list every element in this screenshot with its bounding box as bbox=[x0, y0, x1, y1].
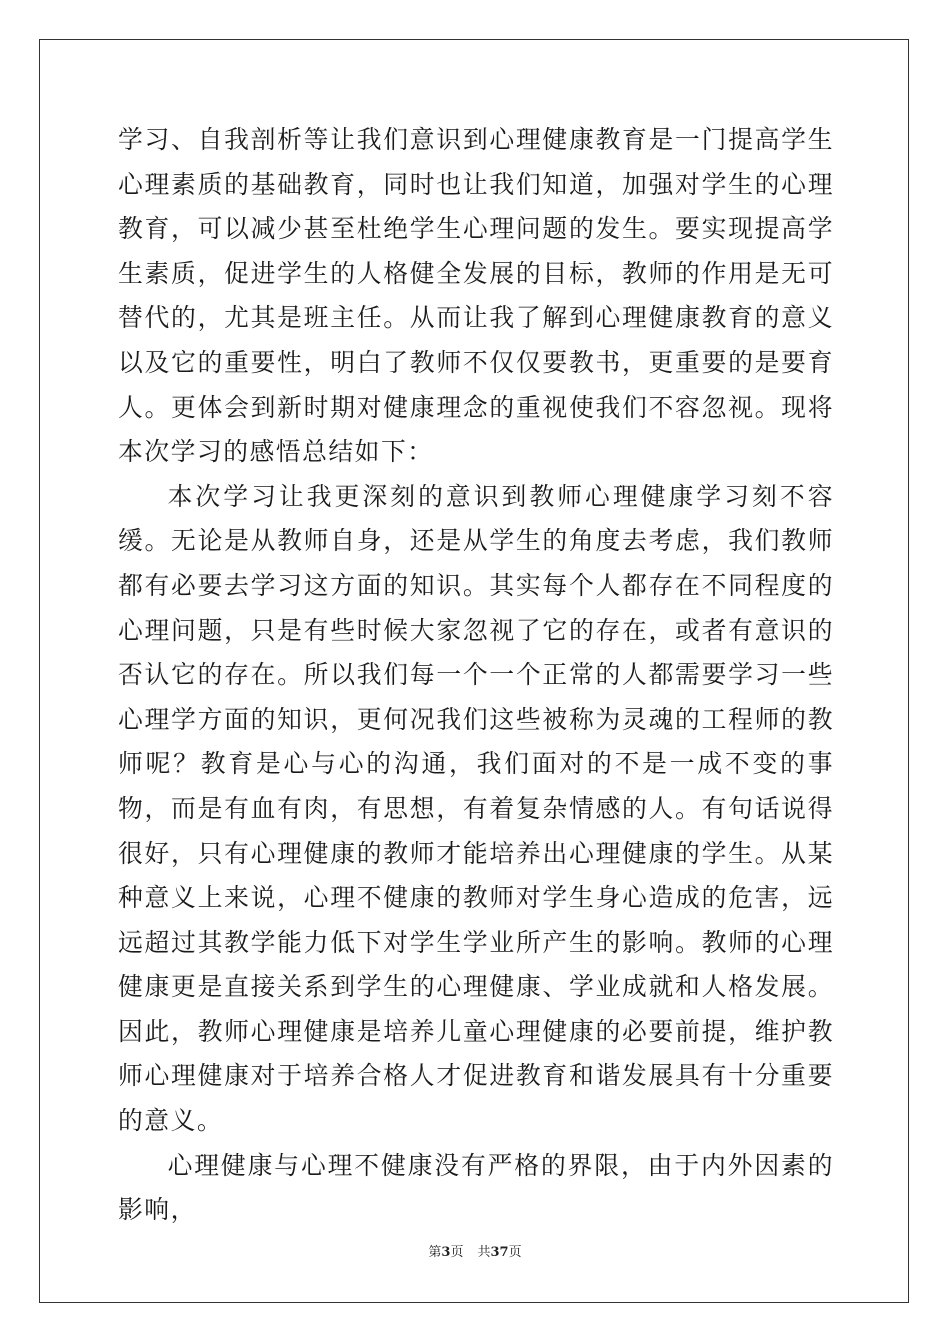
paragraph-2: 本次学习让我更深刻的意识到教师心理健康学习刻不容缓。无论是从教师自身，还是从学生的角度去考虑，我们教师都有必要去学习这方面的知识。其实每个人都存在不同程度的心理问题，只是有些时候大家忽视了它的存在，或者有意识的否认它的存在。所以我们每一个一个正常的人都需要学习一些心理学方面的知识，更何况我们这些被称为灵魂的工程师的教师呢？教育是心与心的沟通，我们面对的不是一成不变的事物，而是有血有肉，有思想，有着复杂情感的人。有句话说得很好，只有心理健康的教师才能培养出心理健康的学生。从某种意义上来说，心理不健康的教师对学生身心造成的危害，远远超过其教学能力低下对学生学业所产生的影响。教师的心理健康更是直接关系到学生的心理健康、学业成就和人格发展。因此，教师心理健康是培养儿童心理健康的必要前提，维护教师心理健康对于培养合格人才促进教育和谐发展具有十分重要的意义。 bbox=[118, 481, 834, 1136]
current-page-number: 3 bbox=[441, 1245, 451, 1260]
document-body bbox=[118, 118, 834, 1233]
total-pages: 共37页 bbox=[477, 1245, 522, 1260]
page-footer bbox=[0, 1244, 950, 1262]
page-number: 第3页 bbox=[428, 1245, 464, 1260]
paragraph-1: 学习、自我剖析等让我们意识到心理健康教育是一门提高学生心理素质的基础教育，同时也让我们知道，加强对学生的心理教育，可以减少甚至杜绝学生心理问题的发生。要实现提高学生素质，促进学生的人格健全发展的目标，教师的作用是无可替代的，尤其是班主任。从而让我了解到心理健康教育的意义以及它的重要性，明白了教师不仅仅要教书，更重要的是要育人。更体会到新时期对健康理念的重视使我们不容忽视。现将本次学习的感悟总结如下： bbox=[118, 125, 834, 467]
paragraph-3: 心理健康与心理不健康没有严格的界限，由于内外因素的影响， bbox=[118, 1150, 834, 1225]
total-page-count: 37 bbox=[490, 1245, 509, 1260]
